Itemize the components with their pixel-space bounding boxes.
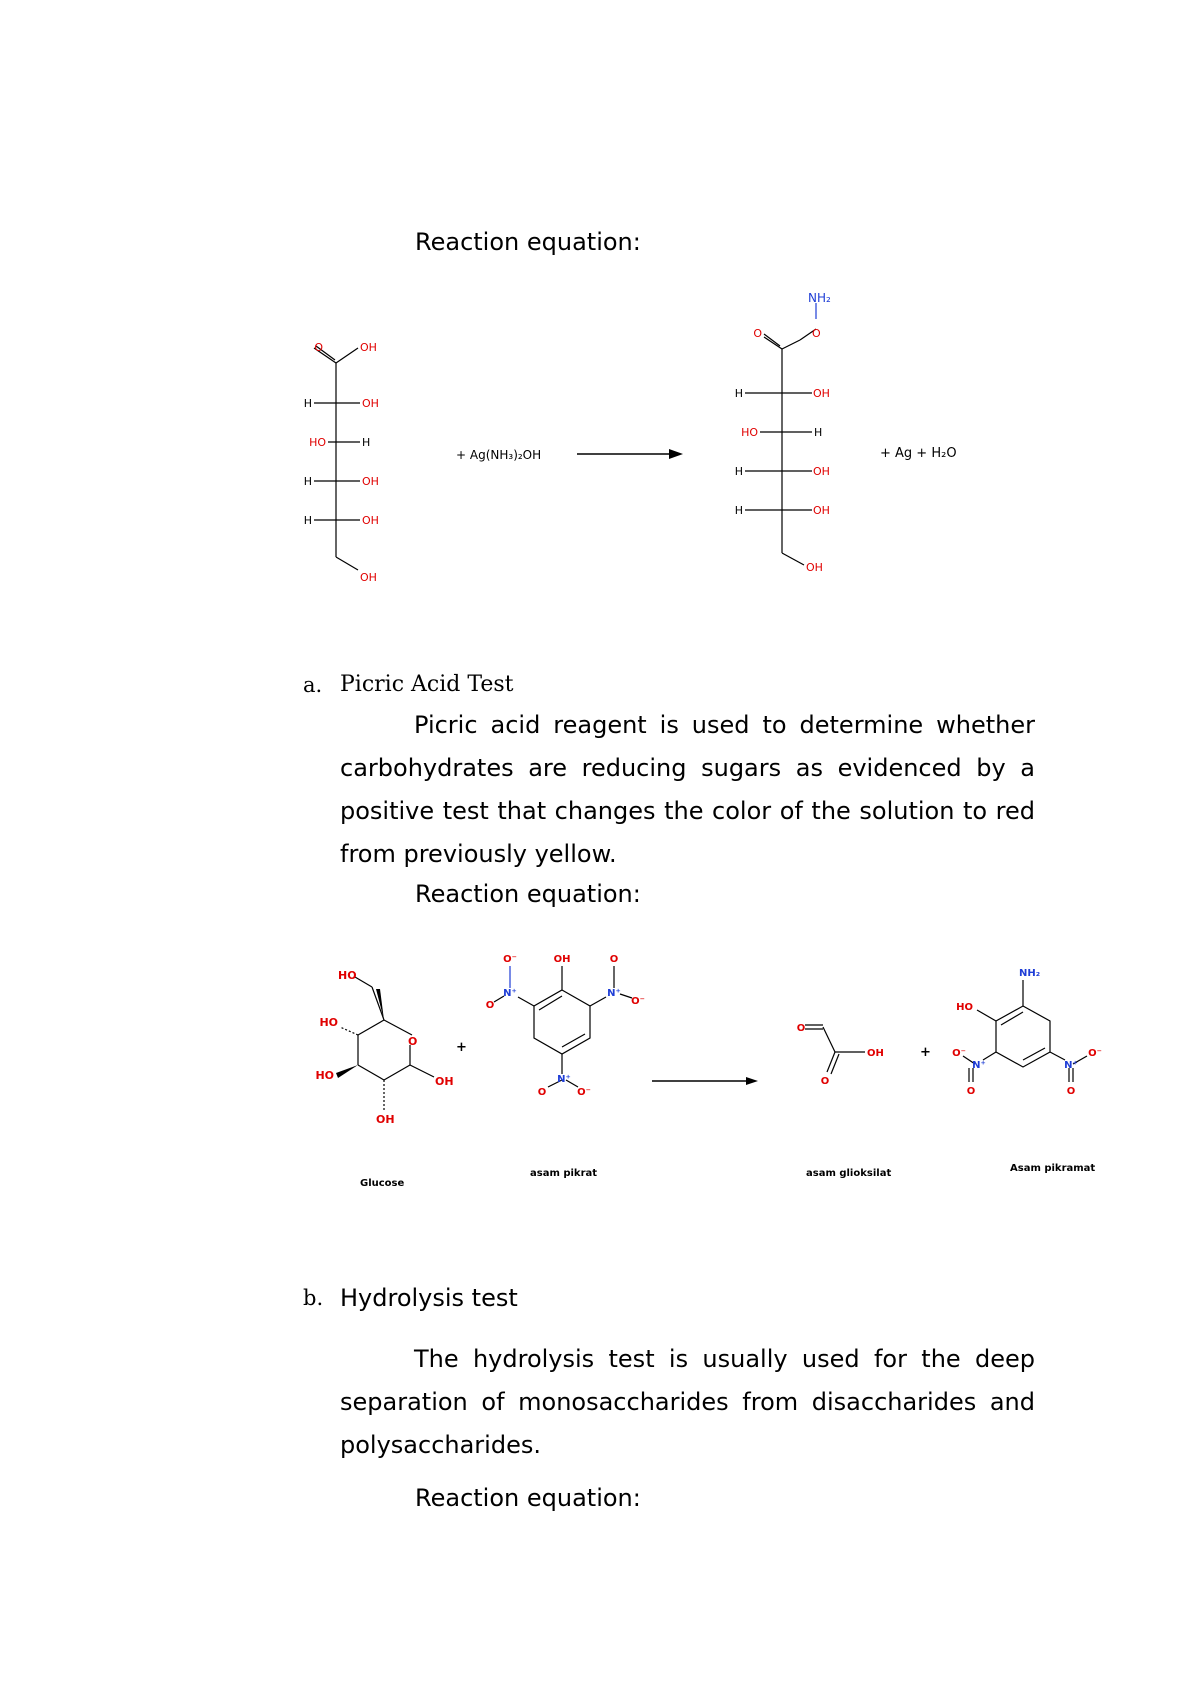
glucose-ho-bottom: HO [315, 1069, 334, 1082]
picric-o-left: O [485, 1000, 495, 1011]
plus-sign-1: + [456, 1040, 467, 1055]
gluconic-acid-structure [300, 320, 430, 590]
picric-o-bottom: O [537, 1087, 547, 1098]
picramic-acid-label: Asam pikramat [1010, 1163, 1096, 1174]
picramic-o-left: O [966, 1086, 976, 1097]
r-row1-right-label: OH [813, 387, 830, 400]
plus-sign-2: + [920, 1045, 931, 1060]
carbonyl-o-label: O [753, 327, 762, 340]
glucose-oh-right: OH [435, 1075, 454, 1088]
glucose-ring-o: O [408, 1035, 418, 1048]
reaction-arrow-top [575, 448, 685, 460]
row4-left-label: H [303, 514, 312, 527]
glyoxylic-o-top: O [796, 1023, 806, 1034]
glyoxylic-o-bottom: O [820, 1076, 830, 1087]
r-terminal-oh-label: OH [806, 561, 823, 574]
terminal-oh-label: OH [360, 571, 377, 584]
products-label: + Ag + H₂O [880, 446, 957, 461]
picric-n-left: N⁺ [503, 988, 517, 999]
row1-left-label: H [303, 397, 312, 410]
row2-left-label: HO [309, 436, 326, 449]
r-row4-right-label: OH [813, 504, 830, 517]
picric-acid-label: asam pikrat [530, 1168, 598, 1179]
section-a-reaction-heading: Reaction equation: [415, 880, 641, 908]
picramic-o-minus-left: O⁻ [952, 1048, 966, 1059]
r-row2-right-label: H [814, 426, 823, 439]
picric-o-minus-bottom: O⁻ [577, 1087, 591, 1098]
glyoxylic-acid-label: asam glioksilat [806, 1168, 892, 1179]
picric-n-right: N⁺ [607, 988, 621, 999]
section-a-body: Picric acid reagent is used to determine whether carbohydrates are reducing sugars as evidenced by a positive test that changes the color of the solution to red from previously yellow. [340, 711, 1035, 868]
picramic-nh2: NH₂ [1019, 968, 1041, 979]
r-row3-right-label: OH [813, 465, 830, 478]
picric-n-bottom: N⁺ [557, 1074, 571, 1085]
row4-right-label: OH [362, 514, 379, 527]
r-row3-left-label: H [734, 465, 743, 478]
r-row1-left-label: H [734, 387, 743, 400]
glyoxylic-oh: OH [867, 1048, 884, 1059]
picric-oh: OH [553, 954, 571, 965]
r-row4-left-label: H [734, 504, 743, 517]
row1-right-label: OH [362, 397, 379, 410]
picramic-o-right: O [1066, 1086, 1076, 1097]
top-reaction-heading: Reaction equation: [415, 228, 641, 256]
picric-o-right: O [609, 954, 619, 965]
picric-o-minus-top: O⁻ [503, 954, 517, 965]
row3-right-label: OH [362, 475, 379, 488]
amine-label: NH₂ [808, 291, 831, 305]
glucose-oh-bottom: OH [376, 1113, 395, 1126]
picramic-o-minus-right: O⁻ [1088, 1048, 1102, 1059]
section-b-body: The hydrolysis test is usually used for the deep separation of monosaccharides from disaccharides and polysaccharides. [340, 1345, 1035, 1459]
reaction-arrow-picric [650, 1075, 760, 1087]
picramic-n-left: N⁺ [972, 1060, 986, 1071]
row3-left-label: H [303, 475, 312, 488]
row2-right-label: H [362, 436, 371, 449]
section-b-marker: b. [303, 1286, 324, 1310]
section-a-title: Picric Acid Test [340, 672, 514, 697]
picric-acid-structure [480, 950, 660, 1120]
section-b-title: Hydrolysis test [340, 1284, 518, 1312]
glucose-label: Glucose [360, 1178, 405, 1189]
section-a-marker: a. [303, 673, 323, 697]
carboxyl-oh-label: OH [360, 341, 377, 354]
picramic-ho: HO [956, 1002, 973, 1013]
r-row2-left-label: HO [741, 426, 758, 439]
glyoxylic-acid-structure [795, 1010, 915, 1090]
picramic-acid-structure [952, 960, 1135, 1130]
section-b-reaction-heading: Reaction equation: [415, 1484, 641, 1512]
amino-gluconate-structure [720, 285, 850, 585]
picric-o-minus-right: O⁻ [631, 996, 645, 1007]
glucose-ho-top: HO [338, 969, 357, 982]
glucose-structure [315, 965, 460, 1145]
ester-o-label: O [812, 327, 821, 340]
picramic-n-right: N⁺ [1064, 1060, 1078, 1071]
glucose-ho-left: HO [319, 1016, 338, 1029]
silver-reagent-label: + Ag(NH₃)₂OH [456, 448, 542, 462]
carboxyl-o-label: O [314, 341, 323, 354]
